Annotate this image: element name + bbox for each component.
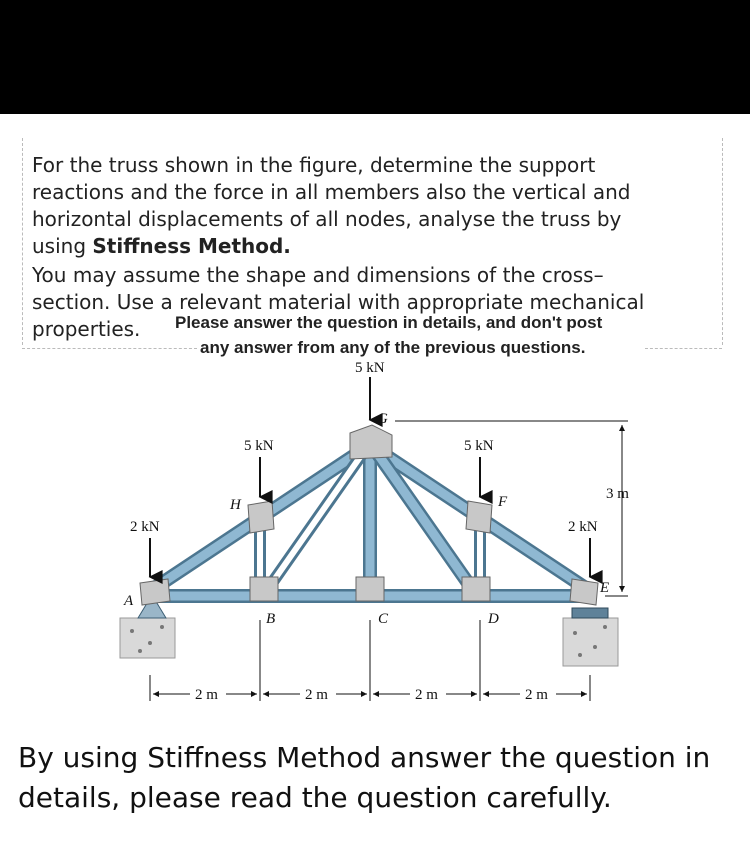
plate-F xyxy=(466,501,492,533)
plate-B xyxy=(250,577,278,601)
question-line-4-prefix: using xyxy=(32,234,93,258)
height-label: 3 m xyxy=(606,486,629,502)
plate-D xyxy=(462,577,490,601)
footer-text: By using Stiffness Method answer the question in details, please read the question carefully. xyxy=(18,741,711,814)
right-support xyxy=(563,608,618,666)
node-label-C: C xyxy=(378,611,389,627)
load-label-right-end: 2 kN xyxy=(568,519,598,535)
plate-G xyxy=(350,425,392,459)
frame-bottom-dash-left xyxy=(22,348,197,349)
span-label-3: 2 m xyxy=(415,687,438,703)
plate-E xyxy=(570,579,598,605)
frame-right-dash xyxy=(722,138,723,345)
frame-left-dash xyxy=(22,138,23,345)
load-label-left-upper: 5 kN xyxy=(244,438,274,454)
question-line-2: reactions and the force in all members also the vertical and xyxy=(32,180,631,204)
note-line-2: any answer from any of the previous questions. xyxy=(200,338,586,357)
span-label-4: 2 m xyxy=(525,687,548,703)
method-name: Stiffness Method. xyxy=(92,234,291,258)
span-label-2: 2 m xyxy=(305,687,328,703)
node-label-B: B xyxy=(266,611,276,627)
note-line-1: Please answer the question in details, and don't post xyxy=(175,313,603,332)
question-line-1: For the truss shown in the figure, determine the support xyxy=(32,153,596,177)
plate-A xyxy=(140,579,170,605)
question-line-6: section. Use a relevant material with appropriate mechanical xyxy=(32,290,645,314)
load-label-left-end: 2 kN xyxy=(130,519,160,535)
node-label-G: G xyxy=(377,411,388,427)
question-line-3: horizontal displacements of all nodes, analyse the truss by xyxy=(32,207,622,231)
question-line-7: properties. xyxy=(32,317,141,341)
plate-C xyxy=(356,577,384,601)
truss-members xyxy=(150,445,590,596)
top-black-bar xyxy=(0,0,750,114)
node-label-H: H xyxy=(230,497,241,513)
span-label-1: 2 m xyxy=(195,687,218,703)
truss-figure xyxy=(0,355,750,725)
height-dimension xyxy=(395,421,628,596)
node-label-A: A xyxy=(124,593,134,609)
node-label-E: E xyxy=(600,580,610,596)
frame-bottom-dash-right xyxy=(645,348,722,349)
node-label-F: F xyxy=(498,494,508,510)
load-label-top: 5 kN xyxy=(355,360,385,376)
plate-H xyxy=(248,501,274,533)
question-line-4 xyxy=(32,233,722,260)
load-label-right-upper: 5 kN xyxy=(464,438,494,454)
node-label-D: D xyxy=(488,611,499,627)
question-line-5: You may assume the shape and dimensions of the cross– xyxy=(32,263,604,287)
